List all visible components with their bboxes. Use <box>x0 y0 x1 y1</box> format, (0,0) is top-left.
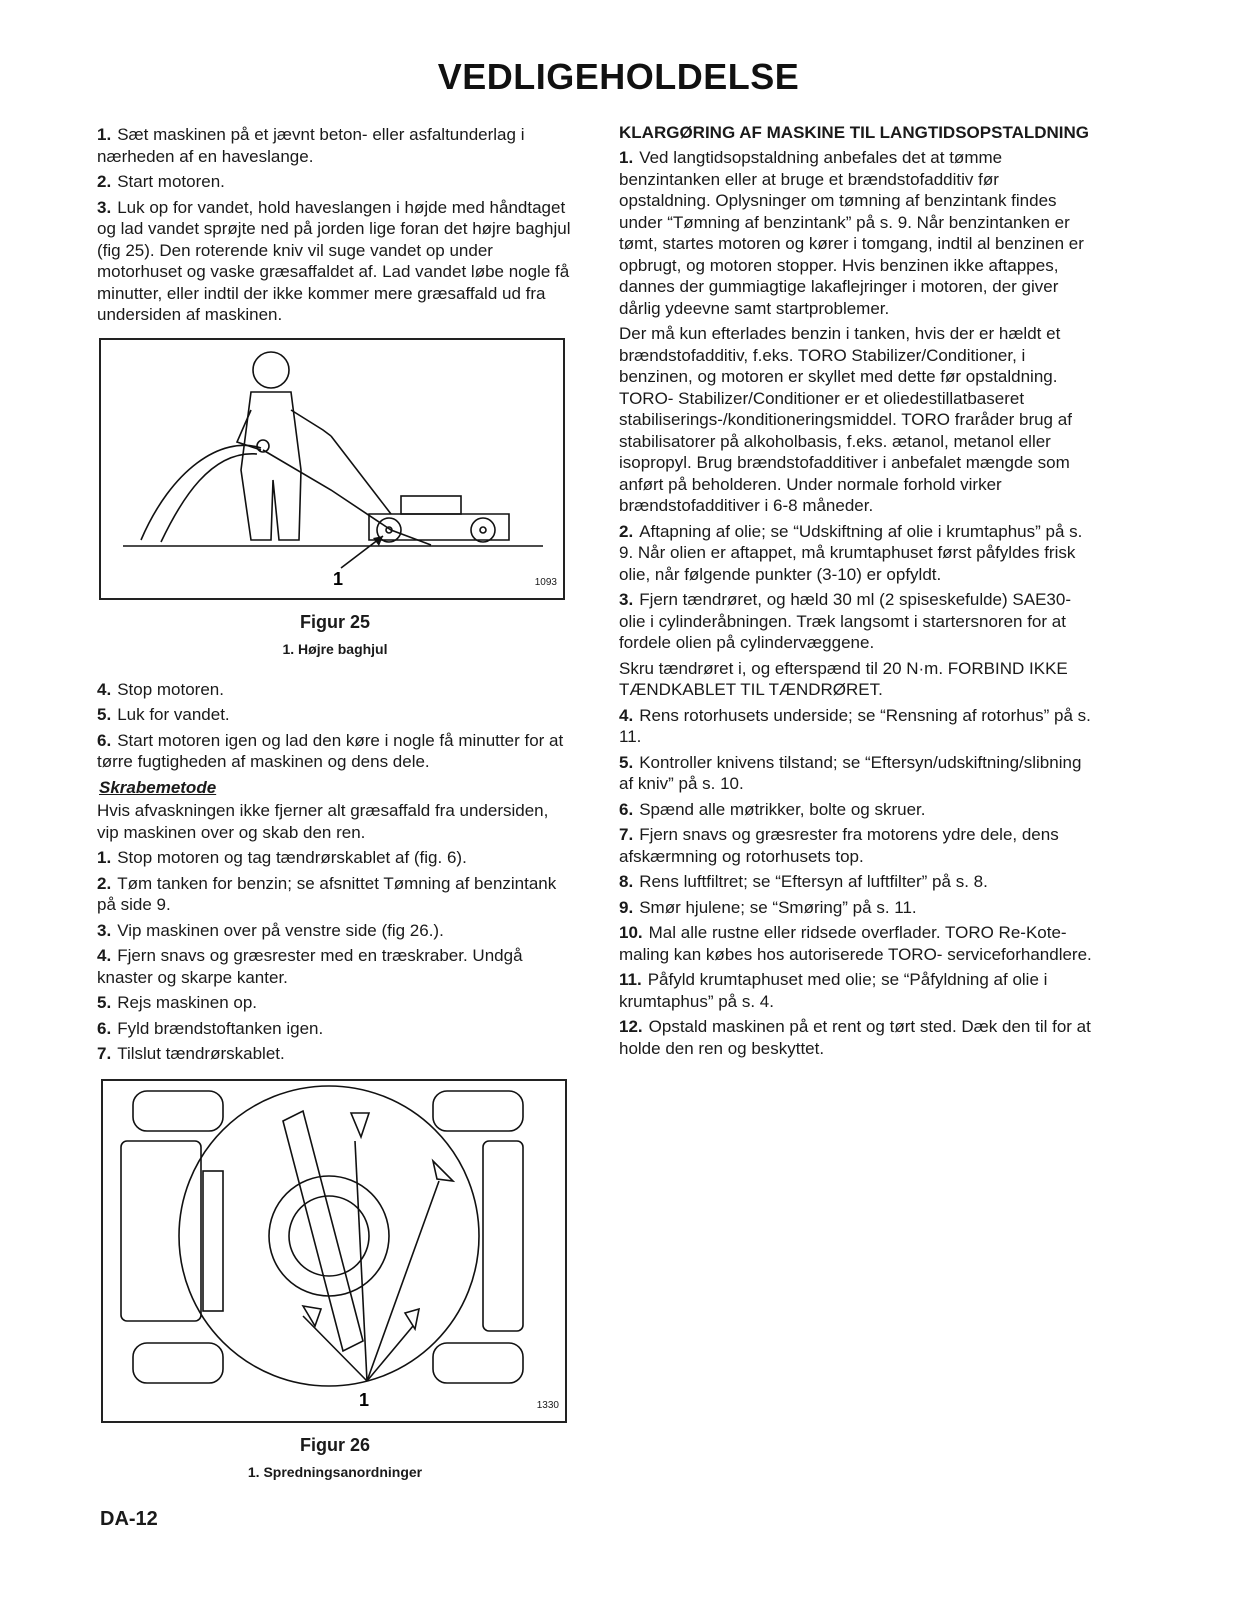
figure-25-illustration <box>99 338 565 600</box>
list-item: 4. Fjern snavs og græsrester med en træskraber. Undgå knaster og skarpe kanter. <box>97 946 523 987</box>
page-number: DA-12 <box>100 1508 158 1530</box>
list-item: 4. Rens rotorhusets underside; se “Rensning af rotorhus” på s. 11. <box>619 705 1091 746</box>
list-item: 5. Rejs maskinen op. <box>97 993 258 1012</box>
figure-callout: 1 <box>333 568 344 589</box>
section-subheading: Skrabemetode <box>99 777 217 797</box>
list-item: 2. Aftapning af olie; se “Udskiftning af olie i krumtaphus” på s. 9. Når olien er aftappet, må krumtaphuset først påfyldes frisk olie, når følgende punkter (3-10) er opfyldt. <box>619 521 1083 584</box>
list-item: 7. Fjern snavs og græsrester fra motorens ydre dele, dens afskærmning og rotorhusets top. <box>619 825 1059 866</box>
figure-code: 1093 <box>534 577 557 588</box>
list-item: 1. Ved langtidsopstaldning anbefales det at tømme benzintanken eller at bruge et brændstofadditiv før opstaldning. Oplysninger om tømning af benzintank findes under “Tømning af benzintank” på s. 9. Når benzintanken er tømt, startes motoren og kører i tomgang, indtil al benzinen er opbrugt, og motoren stopper. Hvis benzinen ikke aftappes, dannes der gummiagtige lakaflejringer i motoren, der giver dårlig ydeevne samt startproblemer. <box>619 148 1084 318</box>
list-item: 3. Vip maskinen over på venstre side (fig 26.). <box>97 920 444 940</box>
list-item: 9. Smør hjulene; se “Smøring” på s. 11. <box>619 897 917 917</box>
figure-26-illustration <box>101 1079 567 1423</box>
list-item: 6. Fyld brændstoftanken igen. <box>97 1018 324 1038</box>
figure-caption: 1. Højre baghjul <box>282 641 388 657</box>
list-item: 6. Spænd alle møtrikker, bolte og skruer. <box>619 799 926 819</box>
list-item: 3. Luk op for vandet, hold haveslangen i højde med håndtaget og lad vandet sprøjte ned på jorden lige foran det højre baghjul (fig 25). Den roterende kniv vil suge vandet op under motorhuset og vaske græsaffaldet af. Lad vandet løbe nogle få minutter, eller indtil der ikke kommer mere græsaffald ud fra undersiden af maskinen. <box>97 197 571 324</box>
figure-callout: 1 <box>359 1389 370 1410</box>
list-item: 11. Påfyld krumtaphuset med olie; se “Påfyldning af olie i krumtaphus” på s. 4. <box>619 970 1048 1011</box>
intro-paragraph: Hvis afvaskningen ikke fjerner alt græsaffald fra undersiden, vip maskinen over og skab den ren. <box>97 801 549 842</box>
figure-title: Figur 25 <box>299 611 370 632</box>
right-column <box>619 122 1093 1063</box>
list-item: 1. Stop motoren og tag tændrørskablet af (fig. 6). <box>97 848 467 867</box>
list-item: 6. Start motoren igen og lad den køre i nogle få minutter for at tørre fugtigheden af maskinen og dens dele. <box>97 730 564 771</box>
section-heading: KLARGØRING AF MASKINE TIL LANGTIDSOPSTALDNING <box>619 123 1090 142</box>
list-item: 2. Start motoren. <box>97 172 225 191</box>
list-item: 8. Rens luftfiltret; se “Eftersyn af luftfilter” på s. 8. <box>619 872 988 891</box>
left-column <box>97 124 573 1502</box>
figure-title: Figur 26 <box>299 1434 370 1455</box>
list-item: 1. Sæt maskinen på et jævnt beton- eller asfaltunderlag i nærheden af en haveslange. <box>97 125 525 166</box>
list-item: 5. Kontroller knivens tilstand; se “Eftersyn/udskiftning/slibning af kniv” på s. 10. <box>619 752 1082 793</box>
washing-illustration <box>101 340 563 598</box>
list-item: 4. Stop motoren. <box>97 679 224 699</box>
list-item: 5. Luk for vandet. <box>97 705 230 724</box>
figure-caption: 1. Spredningsanordninger <box>247 1464 423 1480</box>
paragraph: Skru tændrøret i, og efterspænd til 20 N·m. FORBIND IKKE TÆNDKABLET TIL TÆNDRØRET. <box>619 658 1068 699</box>
list-item: 7. Tilslut tændrørskablet. <box>97 1044 285 1063</box>
list-item: 3. Fjern tændrøret, og hæld 30 ml (2 spiseskefulde) SAE30-olie i cylinderåbningen. Træk langsomt i startersnoren for at fordele olien på cylindervæggene. <box>619 590 1071 652</box>
list-item: 2. Tøm tanken for benzin; se afsnittet Tømning af benzintank på side 9. <box>97 873 557 914</box>
list-item: 10. Mal alle rustne eller ridsede overflader. TORO Re-Kote-maling kan købes hos autoriserede TORO- serviceforhandlere. <box>619 923 1092 964</box>
figure-code: 1330 <box>536 1400 559 1411</box>
page-title: VEDLIGEHOLDELSE <box>437 56 800 97</box>
list-item: 12. Opstald maskinen på et rent og tørt sted. Dæk den til for at holde den ren og beskyttet. <box>619 1017 1091 1058</box>
mower-underside-illustration <box>103 1081 565 1421</box>
paragraph: Der må kun efterlades benzin i tanken, hvis der er hældt et brændstofadditiv, f.eks. TORO Stabilizer/Conditioner, i benzinen, og motoren er skyllet med dette før opstaldning. TORO- Stabilizer/Conditioner er et oliedestillatbaseret stabiliserings-/konditioneringsmiddel. TORO fraråder brug af stabilisatorer på alkoholbasis, f.eks. ætanol, metanol eller isopropyl. Brug brændstofadditiver i anbefalet mængde som anført på beholderen. Under normale forhold virker brændstofadditiver i 6-8 måneder. <box>619 324 1072 515</box>
